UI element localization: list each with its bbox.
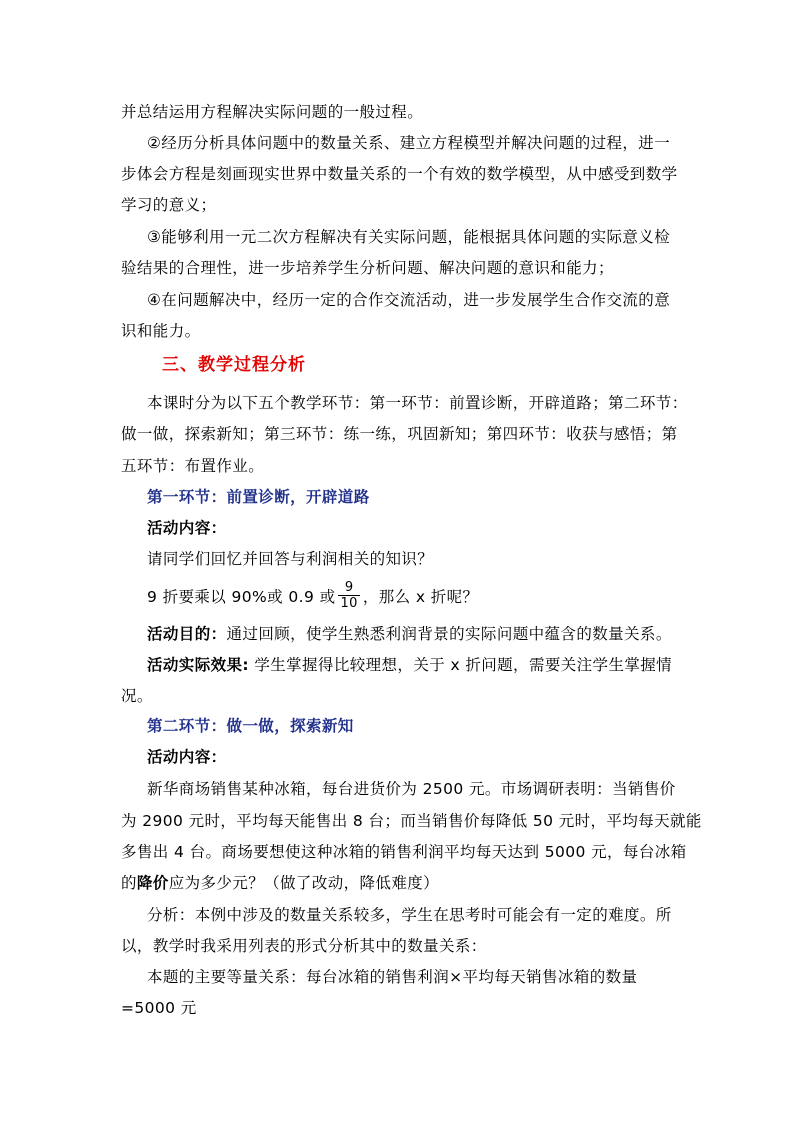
stage-1-content-label: 活动内容： (147, 519, 227, 537)
section-intro-line-3: 五环节：布置作业。 (121, 457, 265, 475)
goal-2-line-2: 步体会方程是刻画现实世界中数量关系的一个有效的数学模型，从中感受到数学 (121, 165, 678, 183)
problem-line-4 (121, 873, 439, 893)
problem-line-1: 新华商场销售某种冰箱，每台进货价为 2500 元。市场调研表明：当销售价 (147, 780, 676, 798)
problem-line-4-pre: 的 (121, 874, 137, 892)
purpose-text: 通过回顾，使学生熟悉利润背景的实际问题中蕴含的数量关系。 (226, 625, 672, 643)
stage-1-effect (147, 655, 672, 675)
goal-2-line-1: ②经历分析具体问题中的数量关系、建立方程模型并解决问题的过程，进一 (147, 134, 671, 152)
problem-line-4-post: 应为多少元？（做了改动，降低难度） (168, 874, 440, 892)
goal-4-line-1: ④在问题解决中，经历一定的合作交流活动，进一步发展学生合作交流的意 (147, 291, 671, 309)
goal-2-line-3: 学习的意义； (121, 196, 217, 214)
effect-label: 活动实际效果: (147, 656, 249, 674)
problem-keyword-price-cut: 降价 (136, 874, 169, 892)
relation-line-2: =5000 元 (121, 999, 197, 1017)
stage-2-heading: 第二环节：做一做，探索新知 (147, 717, 354, 735)
formula-suffix: ，那么 x 折呢？ (362, 588, 479, 606)
goal-4-line-2: 识和能力。 (121, 322, 201, 340)
fraction-denominator: 10 (340, 596, 358, 611)
analysis-line-2: 以，教学时我采用列表的形式分析其中的数量关系： (121, 937, 487, 955)
section-intro-line-2: 做一做，探索新知；第三环节：练一练，巩固新知；第四环节：收获与感悟；第 (121, 425, 678, 443)
stage-2-content-label: 活动内容： (147, 748, 227, 766)
goal-1-continuation: 并总结运用方程解决实际问题的一般过程。 (121, 103, 424, 121)
section-heading: 三、教学过程分析 (162, 355, 306, 375)
goal-3-line-1: ③能够利用一元二次方程解决有关实际问题，能根据具体问题的实际意义检 (147, 228, 671, 246)
goal-3-line-2: 验结果的合理性，进一步培养学生分析问题、解决问题的意识和能力； (121, 259, 614, 277)
stage-1-purpose (147, 624, 672, 644)
analysis-line-1: 分析：本例中涉及的数量关系较多，学生在思考时可能会有一定的难度。所 (147, 906, 672, 924)
fraction (338, 580, 359, 611)
purpose-label: 活动目的： (147, 625, 227, 643)
section-intro-line-1: 本课时分为以下五个教学环节：第一环节：前置诊断，开辟道路；第二环节： (147, 394, 688, 412)
relation-line-1: 本题的主要等量关系：每台冰箱的销售利润×平均每天销售冰箱的数量 (147, 968, 638, 986)
stage-1-effect-line-2: 况。 (121, 687, 153, 705)
problem-line-3: 多售出 4 台。商场要想使这种冰箱的销售利润平均每天达到 5000 元，每台冰箱 (121, 843, 687, 861)
stage-1-formula (147, 582, 478, 613)
effect-text: 学生掌握得比较理想，关于 x 折问题，需要关注学生掌握情 (249, 656, 673, 674)
problem-line-2: 为 2900 元时，平均每天能售出 8 台；而当销售价每降低 50 元时，平均每天就能 (121, 812, 702, 830)
formula-prefix: 9 折要乘以 90%或 0.9 或 (147, 588, 336, 606)
stage-1-question: 请同学们回忆并回答与利润相关的知识？ (147, 550, 434, 568)
stage-1-heading: 第一环节：前置诊断，开辟道路 (147, 488, 370, 506)
fraction-numerator: 9 (344, 580, 354, 595)
